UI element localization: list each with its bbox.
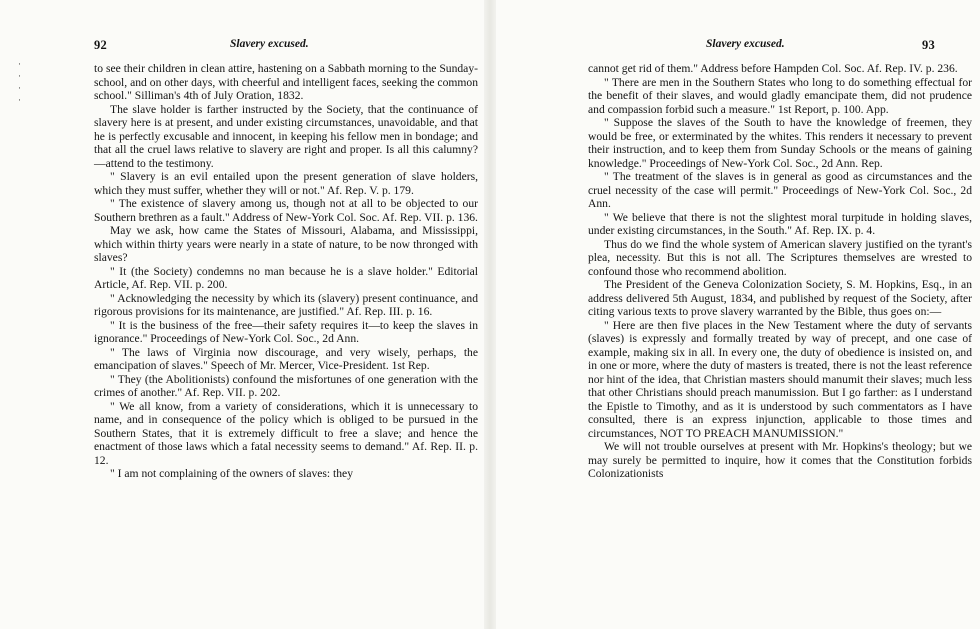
page-number-right: 93 (922, 38, 936, 52)
paragraph: " Suppose the slaves of the South to have the knowledge of freemen, they would be free, or exterminated by the whites. This renders it necessary to prevent their instruction, and to keep them from Sunday Schools or the means of gaining knowledge." Proceedings of New-York Col. Soc., 2d Ann. Rep. (588, 116, 972, 170)
margin-marks: · · · · (18, 59, 21, 105)
paragraph: " Acknowledging the necessity by which its (slavery) present continuance, and rigorous provisions for its maintenance, are justified." Af. Rep. III. p. 16. (94, 291, 478, 318)
paragraph: Thus do we find the whole system of American slavery justified on the tyrant's plea, necessity. But this is not all. The Scriptures themselves are wrested to confound those who recommend abolition. (588, 237, 972, 278)
paragraph: " I am not complaining of the owners of slaves: they (110, 467, 353, 480)
paragraph: " There are men in the Southern States who long to do something effectual for the benefit of their slaves, and would gladly emancipate them, did not prudence and compassion forbid such a measure." 1st Report, p. 100. App. (588, 75, 972, 116)
right-page (490, 0, 980, 629)
paragraph: " It (the Society) condemns no man because he is a slave holder." Editorial Article, Af. Rep. VII. p. 200. (94, 264, 478, 291)
paragraph: The President of the Geneva Colonization Society, S. M. Hopkins, Esq., in an address delivered 5th August, 1834, and published by request of the Society, after citing various texts to prove slavery warranted by the Bible, thus goes on:— (588, 278, 972, 318)
paragraph: " Here are then five places in the New Testament where the duty of servants (slaves) is expressly and formally treated by way of precept, and one case of example, making six in all. In every one, the duty of obedience is insisted on, and in one or more, where the duty of masters is treated, there is not the least reference nor hint of the idea, that Christian masters should manumit their slaves; much less that other Christians should preach manumission. But I go farther: as I understand the Epistle to Timothy, and as it is understood by such commentators as I have consulted, there is an express injunction, applicable to those times and circumstances, NOT TO PREACH MANUMISSION." (588, 318, 972, 440)
paragraph: " The existence of slavery among us, though not at all to be objected to our Southern brethren as a fault." Address of New-York Col. Soc. Af. Rep. VII. p. 136. (94, 197, 478, 224)
left-text-column (94, 62, 478, 481)
right-text-column (588, 62, 972, 481)
page-number-left: 92 (94, 38, 108, 52)
paragraph: We will not trouble ourselves at present with Mr. Hopkins's theology; but we may surely be permitted to inquire, how it comes that the Constitution forbids Colonizationists (588, 440, 972, 480)
paragraph: " They (the Abolitionists) confound the misfortunes of one generation with the crimes of another." Af. Rep. VII. p. 202. (94, 372, 478, 399)
paragraph: May we ask, how came the States of Missouri, Alabama, and Mississippi, which within thirty years were nearly in a state of nature, to be now thronged with slaves? (94, 224, 478, 264)
paragraph: " Slavery is an evil entailed upon the present generation of slave holders, which they must suffer, whether they will or not." Af. Rep. V. p. 179. (94, 170, 478, 197)
paragraph: to see their children in clean attire, hastening on a Sabbath morning to the Sunday-school, and on other days, with cheerful and intelligent faces, seeking the common school." Silliman's 4th of July Oration, 1832. (94, 62, 478, 102)
running-title-right: Slavery excused. (706, 38, 785, 50)
paragraph: cannot get rid of them." Address before Hampden Col. Soc. Af. Rep. IV. p. 236. (588, 62, 958, 75)
paragraph: " We believe that there is not the slightest moral turpitude in holding slaves, under existing circumstances, in the South." Af. Rep. IX. p. 4. (588, 210, 972, 237)
running-title-left: Slavery excused. (230, 38, 309, 50)
paragraph: " The laws of Virginia now discourage, and very wisely, perhaps, the emancipation of slaves." Speech of Mr. Mercer, Vice-President. 1st Rep. (94, 345, 478, 372)
paragraph: " The treatment of the slaves is in general as good as circumstances and the cruel necessity of the case will permit." Proceedings of New-York Col. Soc., 2d Ann. (588, 170, 972, 210)
paragraph: " It is the business of the free—their safety requires it—to keep the slaves in ignorance." Proceedings of New-York Col. Soc., 2d Ann. (94, 318, 478, 345)
paragraph: " We all know, from a variety of considerations, which it is unnecessary to name, and in consequence of the policy which is obliged to be pursued in the Southern States, that it is extremely difficult to free a slave; and hence the enactment of those laws which a fatal necessity seems to demand." Af. Rep. II. p. 12. (94, 399, 478, 467)
paragraph: The slave holder is farther instructed by the Society, that the continuance of slavery here is at present, and under existing circumstances, unavoidable, and that he is perfectly excusable and innocent, in keeping his fellow men in bondage; and that all the cruel laws relative to slavery are right and proper. Is all this calumny?—attend to the testimony. (94, 102, 478, 170)
